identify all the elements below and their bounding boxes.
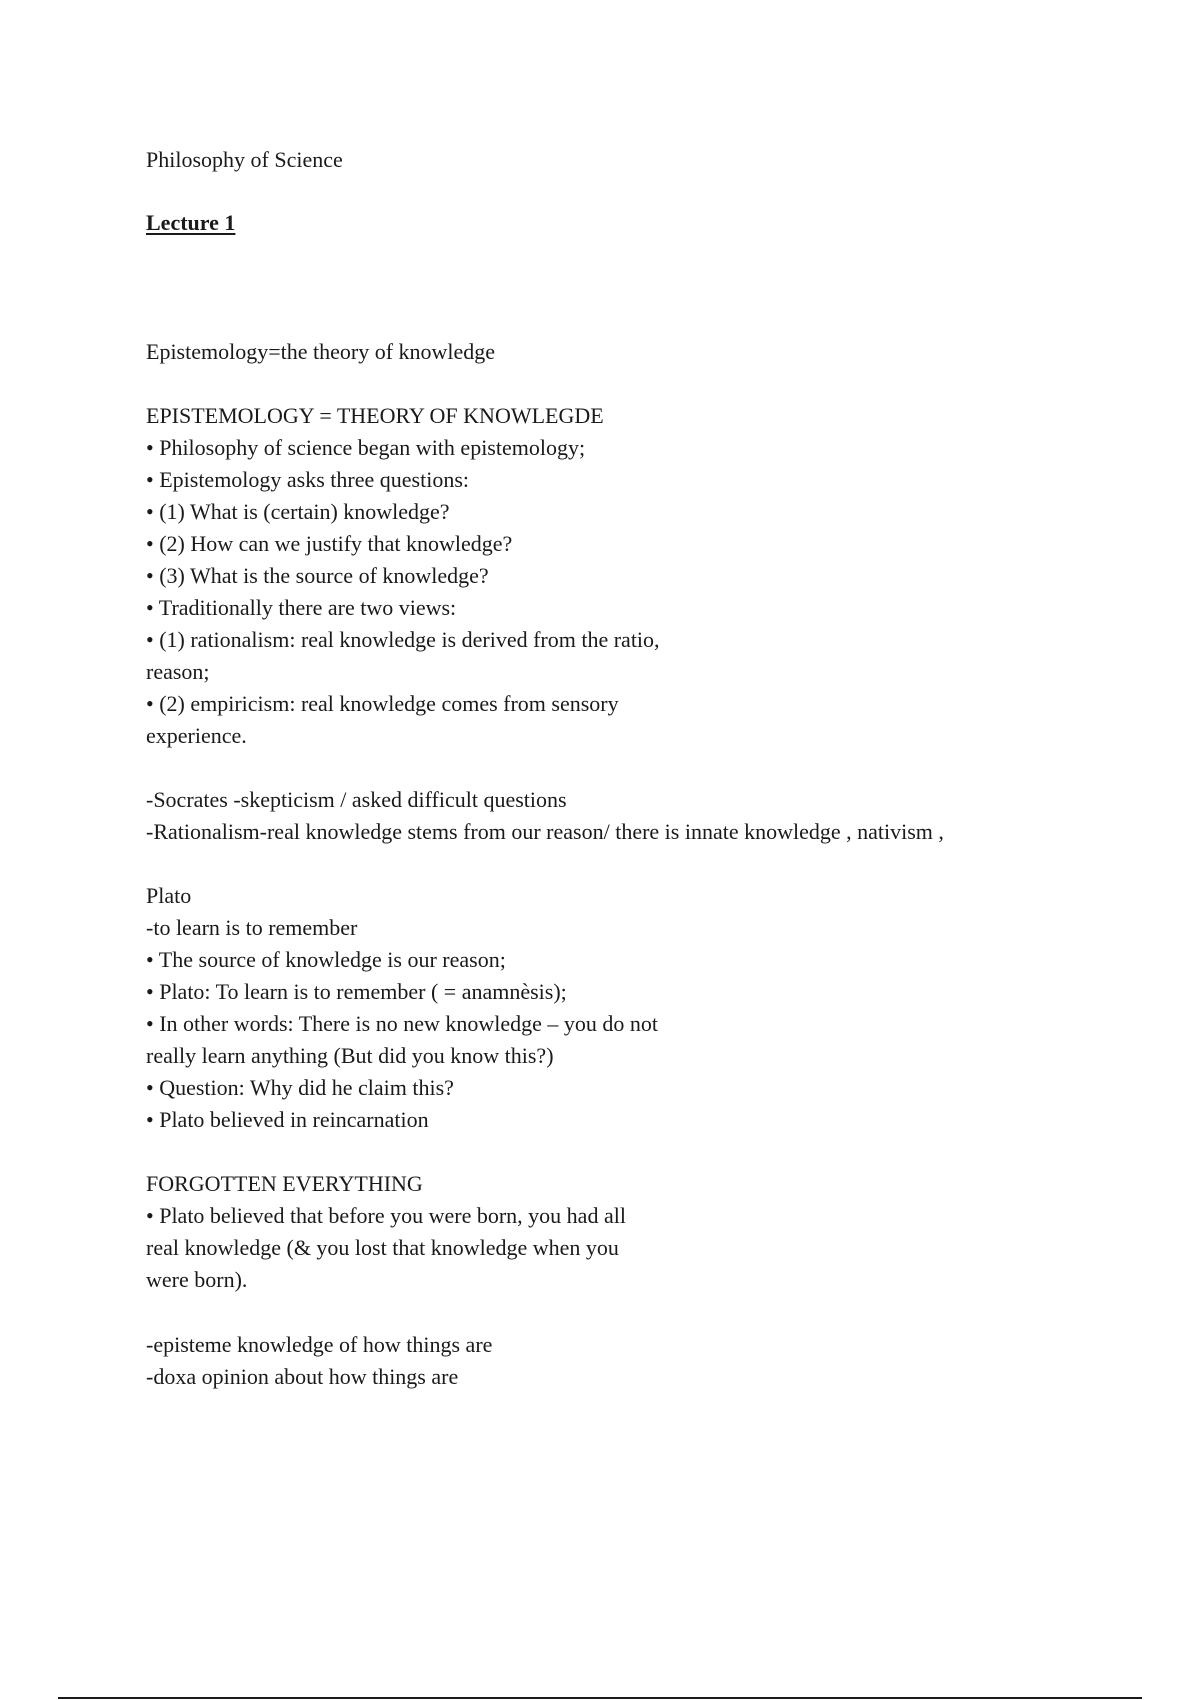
- epistemology-line: experience.: [146, 723, 247, 748]
- definition-line: Epistemology=the theory of knowledge: [146, 339, 496, 364]
- plato-line: • Plato: To learn is to remember ( = anamnèsis);: [146, 979, 567, 1004]
- notes-line: -Rationalism-real knowledge stems from our reason/ there is innate knowledge , nativism ,: [146, 819, 944, 844]
- plato-line: -to learn is to remember: [146, 915, 358, 940]
- plato-heading: Plato: [146, 883, 192, 908]
- page-bottom-rule: [58, 1697, 1142, 1699]
- epistemology-line: • Epistemology asks three questions:: [146, 467, 469, 492]
- forgotten-line: real knowledge (& you lost that knowledge when you: [146, 1235, 619, 1260]
- doxa-line: -doxa opinion about how things are: [146, 1364, 459, 1389]
- forgotten-line: were born).: [146, 1267, 248, 1292]
- plato-line: • The source of knowledge is our reason;: [146, 947, 506, 972]
- plato-line: • In other words: There is no new knowledge – you do not: [146, 1011, 658, 1036]
- episteme-line: -episteme knowledge of how things are: [146, 1332, 493, 1357]
- epistemology-line: • (2) empiricism: real knowledge comes from sensory: [146, 691, 619, 716]
- epistemology-line: • (3) What is the source of knowledge?: [146, 563, 489, 588]
- plato-line: • Plato believed in reincarnation: [146, 1107, 429, 1132]
- plato-line: really learn anything (But did you know this?): [146, 1043, 554, 1068]
- lecture-title: Lecture 1: [146, 210, 236, 235]
- forgotten-heading: FORGOTTEN EVERYTHING: [146, 1171, 423, 1196]
- forgotten-line: • Plato believed that before you were born, you had all: [146, 1203, 626, 1228]
- epistemology-line: • (2) How can we justify that knowledge?: [146, 531, 513, 556]
- epistemology-line: reason;: [146, 659, 210, 684]
- epistemology-line: • (1) What is (certain) knowledge?: [146, 499, 450, 524]
- plato-line: • Question: Why did he claim this?: [146, 1075, 454, 1100]
- course-title: Philosophy of Science: [146, 147, 343, 172]
- epistemology-line: • Philosophy of science began with epistemology;: [146, 435, 586, 460]
- epistemology-heading: EPISTEMOLOGY = THEORY OF KNOWLEGDE: [146, 403, 604, 428]
- epistemology-line: • (1) rationalism: real knowledge is derived from the ratio,: [146, 627, 660, 652]
- epistemology-line: • Traditionally there are two views:: [146, 595, 457, 620]
- notes-line: -Socrates -skepticism / asked difficult questions: [146, 787, 567, 812]
